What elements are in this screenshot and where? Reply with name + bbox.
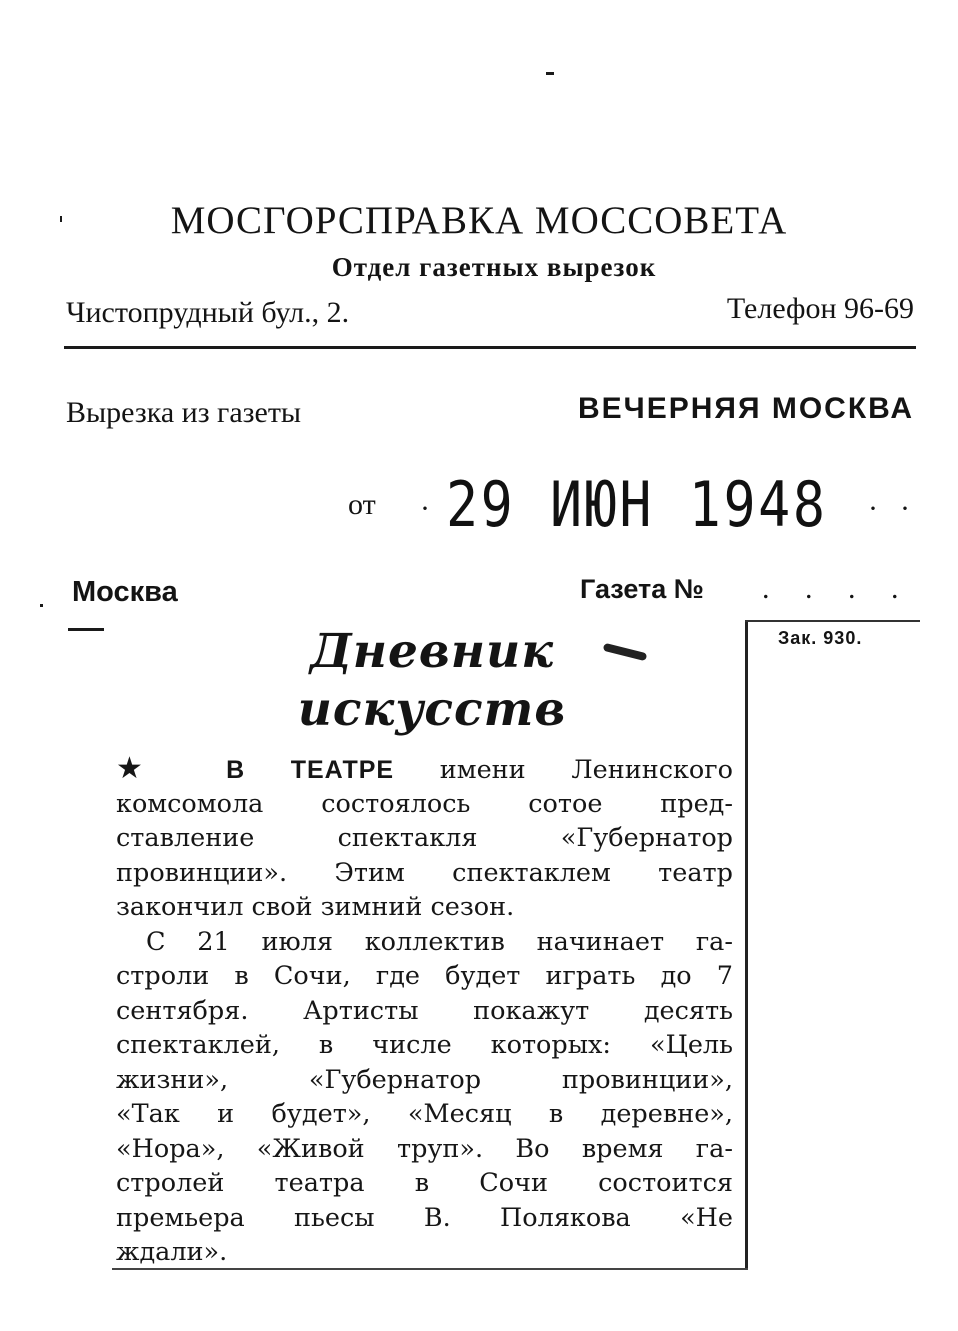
article-line: «Нора», «Живой труп». Во время га-: [116, 1133, 733, 1164]
header-rule: [64, 346, 916, 349]
dot: ·: [868, 492, 878, 525]
date-stamp: 29 ИЮН 1948: [446, 468, 828, 541]
article-line: сентября. Артисты покажут десять: [116, 995, 733, 1026]
article-line: спектаклей, в числе которых: «Цель: [116, 1030, 733, 1060]
newspaper-name: ВЕЧЕРНЯЯ МОСКВА: [577, 392, 914, 425]
article-headline-line1: Дневник: [309, 624, 555, 679]
clipping-label: Вырезка из газеты: [66, 396, 302, 429]
article-line: провинции». Этим спектаклем театр: [116, 857, 733, 888]
order-number: Зак. 930.: [778, 628, 863, 648]
article-line: закончил свой зимний сезон.: [116, 892, 515, 922]
article-line: премьера пьесы В. Полякова «Не: [116, 1202, 733, 1233]
article-body: [116, 752, 733, 1270]
agency-title: МОСГОРСПРАВКА МОССОВЕТА: [170, 199, 788, 242]
ink-speck: [40, 604, 43, 607]
article-line: стролей театра в Сочи состоится: [116, 1168, 733, 1198]
issue-dots: . . . .: [762, 572, 913, 605]
dot: ·: [900, 492, 910, 525]
dot: ·: [420, 492, 430, 525]
ink-speck: [546, 72, 554, 75]
article-line: С 21 июля коллектив начинает га-: [146, 926, 733, 957]
department-title: Отдел газетных вырезок: [331, 252, 657, 282]
ink-mark: [603, 643, 648, 661]
clip-edge-top: [745, 620, 920, 622]
article-line: ждали».: [116, 1237, 228, 1267]
phone: Телефон 96-69: [726, 292, 914, 325]
article-lead: В ТЕАТРЕ: [226, 756, 395, 784]
address: Чистопрудный бул., 2.: [66, 296, 350, 329]
article-line: [116, 752, 733, 787]
article-line: «Так и будет», «Месяц в деревне»,: [116, 1099, 733, 1129]
article-line: строли в Сочи, где будет играть до 7: [116, 961, 733, 991]
city: Москва: [72, 576, 178, 608]
article-line: ставление спектакля «Губернатор: [116, 823, 733, 853]
clip-edge-right: [745, 620, 748, 1270]
article-headline-line2: искусств: [297, 682, 567, 737]
issue-label: Газета №: [580, 574, 704, 604]
star-icon: ★: [116, 752, 181, 786]
date-prefix: от: [348, 488, 376, 521]
article-line: жизни», «Губернатор провинции»,: [116, 1064, 733, 1095]
article-line-text: имени Ленинского: [394, 755, 733, 785]
article-line: комсомола состоялось сотое пред-: [116, 788, 733, 819]
city-mark: [68, 628, 104, 631]
